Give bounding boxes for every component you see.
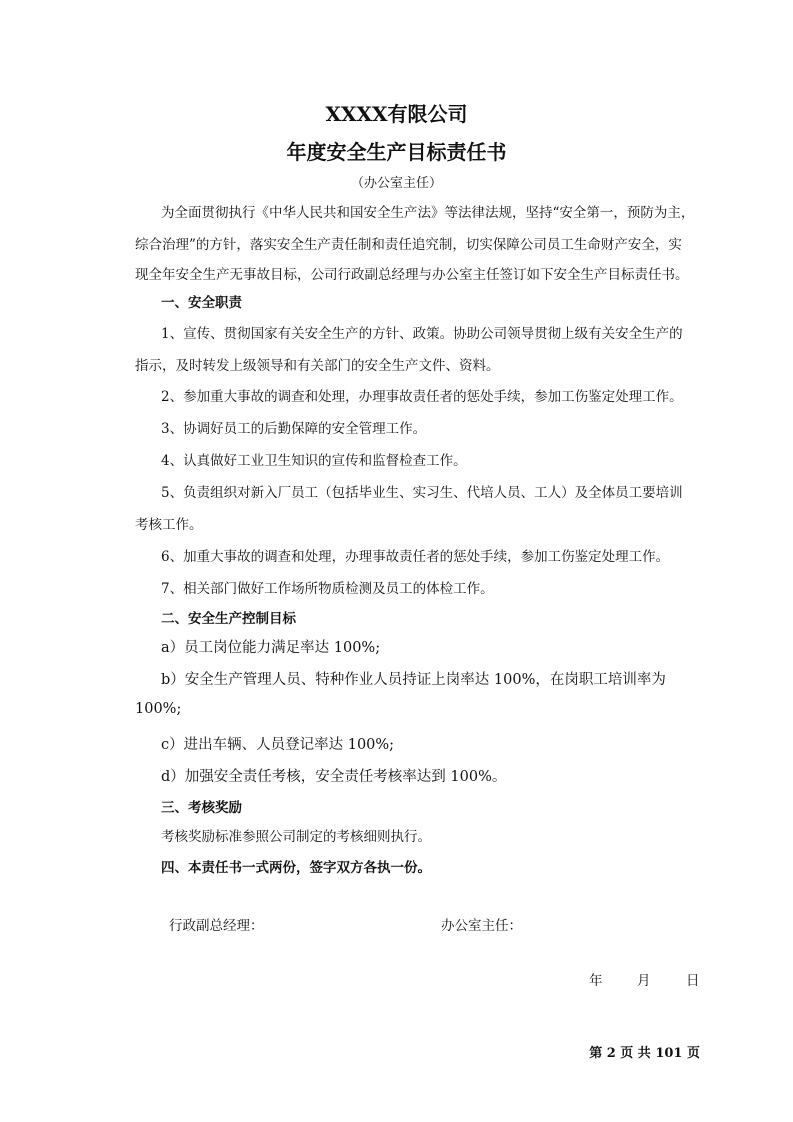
list-item: 2、参加重大事故的调查和处理，办理事故责任者的惩处手续，参加工伤鉴定处理工作。	[161, 389, 683, 405]
section-heading: 一、安全职责	[161, 295, 242, 311]
date-day: 日	[686, 973, 700, 989]
target-item: 100%;	[135, 701, 182, 717]
list-item: 考核工作。	[135, 517, 203, 533]
intro-line: 为全面贯彻执行《中华人民共和国安全生产法》等法律法规，坚持“安全第一，预防为主，	[161, 205, 695, 221]
list-item: 指示，及时转发上级领导和有关部门的安全生产文件、资料。	[135, 358, 500, 374]
list-item: 4、认真做好工业卫生知识的宣传和监督检查工作。	[161, 453, 467, 469]
target-item: c）进出车辆、人员登记率达 100%;	[161, 737, 395, 753]
list-item: 6、加重大事故的调查和处理，办理事故责任者的惩处手续，参加工伤鉴定处理工作。	[161, 549, 670, 565]
document-title: 年度安全生产目标责任书	[286, 140, 507, 164]
intro-line: 综合治理”的方针，落实安全生产责任制和责任追究制，切实保障公司员工生命财产安全，实	[135, 237, 682, 253]
list-item: 1、宣传、贯彻国家有关安全生产的方针、政策。协助公司领导贯彻上级有关安全生产的	[161, 326, 683, 342]
intro-line: 现全年安全生产无事故目标，公司行政副总经理与办公室主任签订如下安全生产目标责任书。	[135, 267, 689, 283]
target-item: a）员工岗位能力满足率达 100%;	[161, 640, 381, 656]
page-number: 第 2 页 共 101 页	[589, 1046, 700, 1061]
list-item: 7、相关部门做好工作场所物质检测及员工的体检工作。	[161, 581, 494, 597]
section-heading: 二、安全生产控制目标	[161, 611, 296, 627]
date-year: 年	[589, 973, 603, 989]
company-name: XXXX有限公司	[325, 102, 468, 126]
date-month: 月	[637, 973, 651, 989]
list-item: 5、负责组织对新入厂员工（包括毕业生、实习生、代培人员、工人）及全体员工要培训	[161, 485, 683, 501]
target-item: d）加强安全责任考核，安全责任考核率达到 100%。	[161, 769, 507, 785]
target-item: b）安全生产管理人员、特种作业人员持证上岗率达 100%，在岗职工培训率为	[161, 672, 666, 688]
signature-label-right: 办公室主任：	[441, 918, 522, 934]
document-subtitle: （办公室主任）	[350, 176, 442, 191]
paragraph: 考核奖励标准参照公司制定的考核细则执行。	[161, 829, 431, 845]
signature-label-left: 行政副总经理：	[169, 918, 264, 934]
section-heading: 四、本责任书一式两份，签字双方各执一份。	[161, 860, 431, 876]
list-item: 3、协调好员工的后勤保障的安全管理工作。	[161, 421, 427, 437]
section-heading: 三、考核奖励	[161, 800, 242, 816]
